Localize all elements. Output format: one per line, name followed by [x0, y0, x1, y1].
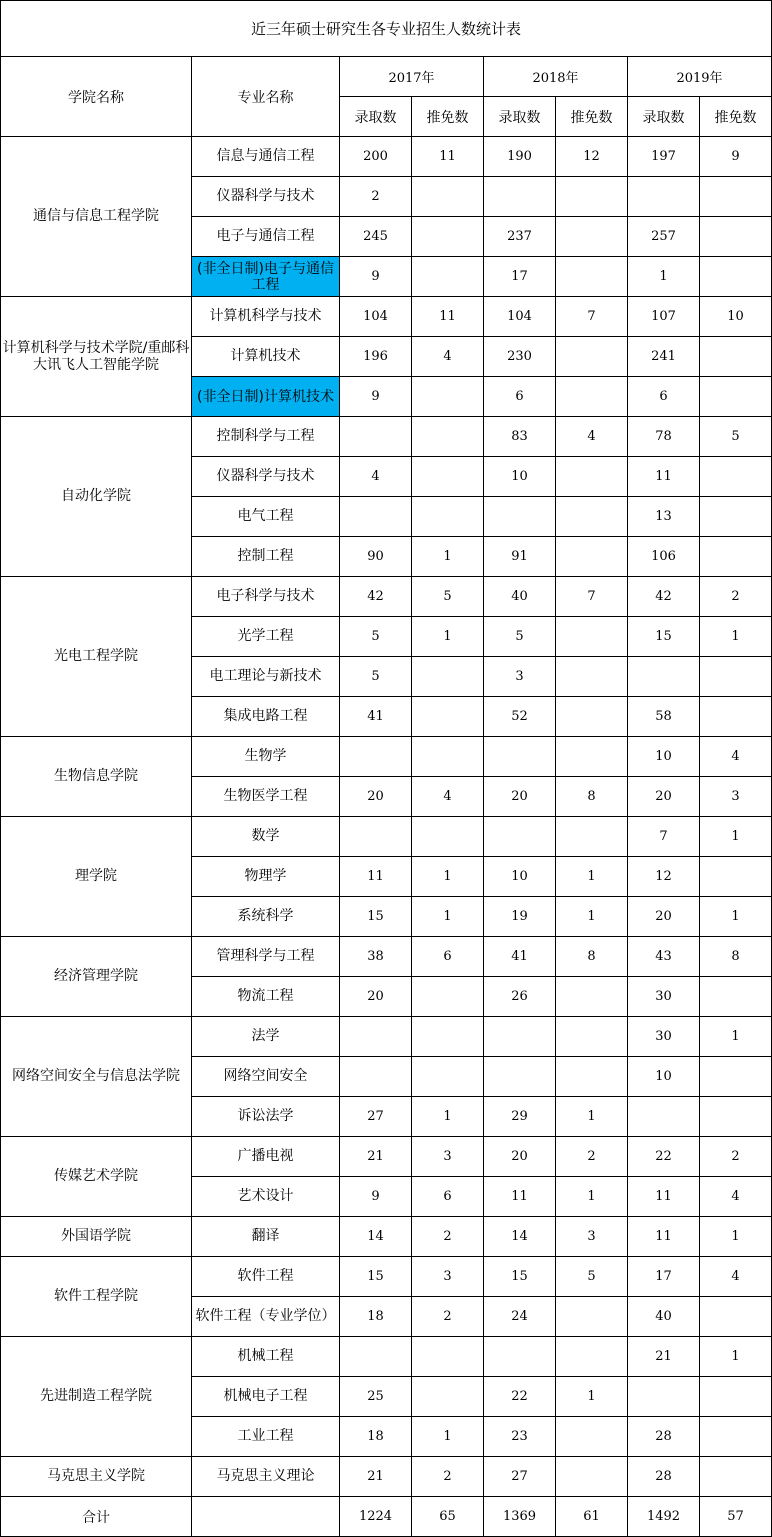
- admitted-value: 11: [484, 1177, 556, 1217]
- header-college: 学院名称: [1, 57, 192, 137]
- admitted-value: 30: [628, 1017, 700, 1057]
- exempt-value: [700, 177, 772, 217]
- admitted-value: 28: [628, 1417, 700, 1457]
- exempt-value: [700, 657, 772, 697]
- college-name: 网络空间安全与信息法学院: [1, 1017, 192, 1137]
- admitted-value: [340, 737, 412, 777]
- exempt-value: [412, 457, 484, 497]
- major-name: 机械电子工程: [192, 1377, 340, 1417]
- admitted-value: 90: [340, 537, 412, 577]
- table-row: [1, 817, 772, 857]
- exempt-value: [412, 497, 484, 537]
- admitted-value: 14: [484, 1217, 556, 1257]
- total-admitted: 1492: [628, 1497, 700, 1537]
- admitted-value: 19: [484, 897, 556, 937]
- admitted-value: 28: [628, 1457, 700, 1497]
- exempt-value: [412, 1337, 484, 1377]
- exempt-value: [412, 697, 484, 737]
- exempt-value: [556, 617, 628, 657]
- exempt-value: [556, 177, 628, 217]
- admitted-value: 6: [628, 377, 700, 417]
- major-name: 软件工程: [192, 1257, 340, 1297]
- admitted-value: 41: [340, 697, 412, 737]
- exempt-value: [700, 1297, 772, 1337]
- exempt-value: [556, 1017, 628, 1057]
- exempt-value: 8: [700, 937, 772, 977]
- admitted-value: 43: [628, 937, 700, 977]
- admitted-value: 30: [628, 977, 700, 1017]
- exempt-value: 4: [700, 1257, 772, 1297]
- exempt-value: [556, 1297, 628, 1337]
- exempt-value: 1: [700, 817, 772, 857]
- admitted-value: [340, 817, 412, 857]
- exempt-value: [700, 257, 772, 297]
- exempt-value: 8: [556, 777, 628, 817]
- admitted-value: 104: [340, 297, 412, 337]
- admitted-value: 21: [340, 1137, 412, 1177]
- exempt-value: 2: [412, 1217, 484, 1257]
- admitted-value: 1: [628, 257, 700, 297]
- major-name: 生物学: [192, 737, 340, 777]
- admitted-value: 15: [628, 617, 700, 657]
- admitted-value: 11: [628, 457, 700, 497]
- header-year-2017: 2017年: [340, 57, 484, 97]
- exempt-value: 1: [700, 617, 772, 657]
- admitted-value: 196: [340, 337, 412, 377]
- exempt-value: [700, 1417, 772, 1457]
- college-name: 光电工程学院: [1, 577, 192, 737]
- exempt-value: 1: [412, 537, 484, 577]
- exempt-value: [556, 1337, 628, 1377]
- major-name: 工业工程: [192, 1417, 340, 1457]
- exempt-value: [700, 697, 772, 737]
- admitted-value: 21: [628, 1337, 700, 1377]
- admitted-value: 27: [484, 1457, 556, 1497]
- major-name: 信息与通信工程: [192, 137, 340, 177]
- admitted-value: 4: [340, 457, 412, 497]
- major-name: 仪器科学与技术: [192, 177, 340, 217]
- table-row: [1, 137, 772, 177]
- total-admitted: 1224: [340, 1497, 412, 1537]
- admitted-value: 230: [484, 337, 556, 377]
- exempt-value: [412, 817, 484, 857]
- exempt-value: [556, 457, 628, 497]
- exempt-value: 2: [412, 1457, 484, 1497]
- admitted-value: 190: [484, 137, 556, 177]
- exempt-value: 6: [412, 1177, 484, 1217]
- admitted-value: [628, 657, 700, 697]
- admitted-value: 13: [628, 497, 700, 537]
- total-major: [192, 1497, 340, 1537]
- major-name: 翻译: [192, 1217, 340, 1257]
- admitted-value: 42: [628, 577, 700, 617]
- exempt-value: 2: [700, 577, 772, 617]
- admitted-value: 257: [628, 217, 700, 257]
- admitted-value: 5: [484, 617, 556, 657]
- exempt-value: 1: [700, 1337, 772, 1377]
- exempt-value: [412, 737, 484, 777]
- exempt-value: 6: [412, 937, 484, 977]
- exempt-value: 1: [700, 1017, 772, 1057]
- admitted-value: 18: [340, 1297, 412, 1337]
- total-admitted: 1369: [484, 1497, 556, 1537]
- exempt-value: 4: [700, 737, 772, 777]
- exempt-value: [700, 1457, 772, 1497]
- admitted-value: 107: [628, 297, 700, 337]
- exempt-value: 1: [412, 617, 484, 657]
- exempt-value: [412, 977, 484, 1017]
- admitted-value: 3: [484, 657, 556, 697]
- table-row: [1, 577, 772, 617]
- exempt-value: 1: [412, 1417, 484, 1457]
- exempt-value: [556, 497, 628, 537]
- admitted-value: [340, 497, 412, 537]
- exempt-value: 1: [412, 857, 484, 897]
- major-name: 诉讼法学: [192, 1097, 340, 1137]
- exempt-value: 1: [412, 1097, 484, 1137]
- major-name: 电气工程: [192, 497, 340, 537]
- major-name: 机械工程: [192, 1337, 340, 1377]
- major-name: 控制科学与工程: [192, 417, 340, 457]
- exempt-value: 1: [556, 1377, 628, 1417]
- admitted-value: 38: [340, 937, 412, 977]
- total-label: 合计: [1, 1497, 192, 1537]
- admitted-value: 9: [340, 257, 412, 297]
- major-name: 电子与通信工程: [192, 217, 340, 257]
- exempt-value: [700, 1097, 772, 1137]
- major-name: 艺术设计: [192, 1177, 340, 1217]
- major-name: (非全日制)电子与通信工程: [192, 257, 340, 297]
- exempt-value: [556, 977, 628, 1017]
- header-admitted: 录取数: [484, 97, 556, 137]
- admitted-value: 52: [484, 697, 556, 737]
- exempt-value: 5: [556, 1257, 628, 1297]
- admitted-value: 7: [628, 817, 700, 857]
- exempt-value: 4: [556, 417, 628, 457]
- exempt-value: [700, 1377, 772, 1417]
- exempt-value: [700, 977, 772, 1017]
- table-row: [1, 737, 772, 777]
- table-row: [1, 1137, 772, 1177]
- exempt-value: [700, 1057, 772, 1097]
- header-year-2018: 2018年: [484, 57, 628, 97]
- admitted-value: 20: [484, 777, 556, 817]
- admitted-value: 20: [628, 897, 700, 937]
- major-name: 物流工程: [192, 977, 340, 1017]
- admitted-value: 245: [340, 217, 412, 257]
- exempt-value: [412, 1057, 484, 1097]
- exempt-value: 1: [700, 897, 772, 937]
- major-name: 网络空间安全: [192, 1057, 340, 1097]
- table-row: [1, 1217, 772, 1257]
- college-name: 经济管理学院: [1, 937, 192, 1017]
- college-name: 软件工程学院: [1, 1257, 192, 1337]
- table-row: [1, 297, 772, 337]
- admitted-value: 15: [484, 1257, 556, 1297]
- exempt-value: [700, 217, 772, 257]
- exempt-value: [700, 457, 772, 497]
- major-name: 控制工程: [192, 537, 340, 577]
- exempt-value: 7: [556, 297, 628, 337]
- college-name: 生物信息学院: [1, 737, 192, 817]
- exempt-value: [556, 657, 628, 697]
- major-name: 数学: [192, 817, 340, 857]
- admitted-value: 40: [484, 577, 556, 617]
- admitted-value: 27: [340, 1097, 412, 1137]
- admitted-value: 20: [484, 1137, 556, 1177]
- admitted-value: 237: [484, 217, 556, 257]
- admitted-value: 58: [628, 697, 700, 737]
- major-name: 电子科学与技术: [192, 577, 340, 617]
- exempt-value: [556, 217, 628, 257]
- exempt-value: 8: [556, 937, 628, 977]
- major-name: 广播电视: [192, 1137, 340, 1177]
- table-row: [1, 937, 772, 977]
- admitted-value: [628, 177, 700, 217]
- exempt-value: 4: [412, 337, 484, 377]
- major-name: (非全日制)计算机技术: [192, 377, 340, 417]
- exempt-value: 4: [412, 777, 484, 817]
- major-name: 计算机科学与技术: [192, 297, 340, 337]
- exempt-value: [556, 817, 628, 857]
- exempt-value: [412, 377, 484, 417]
- admitted-value: 11: [340, 857, 412, 897]
- admitted-value: 91: [484, 537, 556, 577]
- exempt-value: 3: [700, 777, 772, 817]
- admitted-value: 25: [340, 1377, 412, 1417]
- major-name: 系统科学: [192, 897, 340, 937]
- table-row: [1, 1457, 772, 1497]
- admitted-value: 9: [340, 377, 412, 417]
- admitted-value: 40: [628, 1297, 700, 1337]
- admitted-value: 106: [628, 537, 700, 577]
- admitted-value: 9: [340, 1177, 412, 1217]
- admitted-value: [484, 817, 556, 857]
- admitted-value: 42: [340, 577, 412, 617]
- exempt-value: [700, 497, 772, 537]
- header-admitted: 录取数: [628, 97, 700, 137]
- admitted-value: [484, 1057, 556, 1097]
- major-name: 管理科学与工程: [192, 937, 340, 977]
- admitted-value: 10: [628, 1057, 700, 1097]
- admitted-value: 41: [484, 937, 556, 977]
- major-name: 物理学: [192, 857, 340, 897]
- exempt-value: [556, 1417, 628, 1457]
- exempt-value: 1: [556, 1177, 628, 1217]
- admitted-value: [628, 1377, 700, 1417]
- admitted-value: 18: [340, 1417, 412, 1457]
- admitted-value: 22: [628, 1137, 700, 1177]
- exempt-value: 9: [700, 137, 772, 177]
- table-row: [1, 1337, 772, 1377]
- admitted-value: 14: [340, 1217, 412, 1257]
- admitted-value: [484, 177, 556, 217]
- exempt-value: [412, 257, 484, 297]
- admitted-value: 6: [484, 377, 556, 417]
- admitted-value: 15: [340, 897, 412, 937]
- admitted-value: 15: [340, 1257, 412, 1297]
- exempt-value: 12: [556, 137, 628, 177]
- admitted-value: 11: [628, 1217, 700, 1257]
- exempt-value: [556, 537, 628, 577]
- admitted-value: 200: [340, 137, 412, 177]
- college-name: 马克思主义学院: [1, 1457, 192, 1497]
- header-major: 专业名称: [192, 57, 340, 137]
- admitted-value: 10: [484, 457, 556, 497]
- admitted-value: [340, 1017, 412, 1057]
- exempt-value: 1: [556, 897, 628, 937]
- exempt-value: [556, 377, 628, 417]
- major-name: 仪器科学与技术: [192, 457, 340, 497]
- admitted-value: 2: [340, 177, 412, 217]
- exempt-value: 5: [412, 577, 484, 617]
- college-name: 自动化学院: [1, 417, 192, 577]
- major-name: 集成电路工程: [192, 697, 340, 737]
- table-row: [1, 1017, 772, 1057]
- admitted-value: 83: [484, 417, 556, 457]
- header-year-2019: 2019年: [628, 57, 772, 97]
- admitted-value: [628, 1097, 700, 1137]
- exempt-value: 4: [700, 1177, 772, 1217]
- exempt-value: 1: [556, 1097, 628, 1137]
- admitted-value: [484, 497, 556, 537]
- admitted-value: 17: [484, 257, 556, 297]
- admitted-value: 20: [340, 777, 412, 817]
- admitted-value: [340, 1057, 412, 1097]
- major-name: 马克思主义理论: [192, 1457, 340, 1497]
- table-title: 近三年硕士研究生各专业招生人数统计表: [1, 1, 772, 57]
- admitted-value: 10: [628, 737, 700, 777]
- table-row: [1, 417, 772, 457]
- admitted-value: 23: [484, 1417, 556, 1457]
- admitted-value: 5: [340, 657, 412, 697]
- admitted-value: 21: [340, 1457, 412, 1497]
- major-name: 计算机技术: [192, 337, 340, 377]
- total-exempt: 65: [412, 1497, 484, 1537]
- college-name: 计算机科学与技术学院/重邮科大讯飞人工智能学院: [1, 297, 192, 417]
- exempt-value: [556, 697, 628, 737]
- admitted-value: [340, 417, 412, 457]
- admitted-value: [484, 737, 556, 777]
- exempt-value: [700, 857, 772, 897]
- exempt-value: 5: [700, 417, 772, 457]
- exempt-value: 11: [412, 137, 484, 177]
- admitted-value: 10: [484, 857, 556, 897]
- exempt-value: 10: [700, 297, 772, 337]
- admitted-value: 20: [628, 777, 700, 817]
- admitted-value: 5: [340, 617, 412, 657]
- header-exempt: 推免数: [700, 97, 772, 137]
- admitted-value: 17: [628, 1257, 700, 1297]
- admitted-value: 241: [628, 337, 700, 377]
- admitted-value: [484, 1017, 556, 1057]
- college-name: 理学院: [1, 817, 192, 937]
- major-name: 软件工程（专业学位）: [192, 1297, 340, 1337]
- admitted-value: 11: [628, 1177, 700, 1217]
- major-name: 电工理论与新技术: [192, 657, 340, 697]
- exempt-value: 1: [700, 1217, 772, 1257]
- admitted-value: 29: [484, 1097, 556, 1137]
- total-exempt: 57: [700, 1497, 772, 1537]
- exempt-value: 7: [556, 577, 628, 617]
- major-name: 法学: [192, 1017, 340, 1057]
- header-admitted: 录取数: [340, 97, 412, 137]
- exempt-value: [556, 337, 628, 377]
- exempt-value: [412, 217, 484, 257]
- exempt-value: [412, 417, 484, 457]
- college-name: 通信与信息工程学院: [1, 137, 192, 297]
- exempt-value: 3: [556, 1217, 628, 1257]
- admitted-value: [340, 1337, 412, 1377]
- exempt-value: 2: [700, 1137, 772, 1177]
- table-row: [1, 1257, 772, 1297]
- admitted-value: 20: [340, 977, 412, 1017]
- exempt-value: [556, 737, 628, 777]
- exempt-value: 1: [556, 857, 628, 897]
- exempt-value: [556, 1057, 628, 1097]
- exempt-value: 3: [412, 1137, 484, 1177]
- exempt-value: [412, 1377, 484, 1417]
- admitted-value: [484, 1337, 556, 1377]
- major-name: 生物医学工程: [192, 777, 340, 817]
- header-exempt: 推免数: [556, 97, 628, 137]
- admitted-value: 78: [628, 417, 700, 457]
- admitted-value: 12: [628, 857, 700, 897]
- exempt-value: [556, 257, 628, 297]
- exempt-value: [412, 1017, 484, 1057]
- exempt-value: 1: [412, 897, 484, 937]
- college-name: 传媒艺术学院: [1, 1137, 192, 1217]
- admitted-value: 197: [628, 137, 700, 177]
- exempt-value: 2: [556, 1137, 628, 1177]
- exempt-value: 2: [412, 1297, 484, 1337]
- exempt-value: 11: [412, 297, 484, 337]
- exempt-value: [700, 377, 772, 417]
- exempt-value: 3: [412, 1257, 484, 1297]
- total-row: [1, 1497, 772, 1537]
- admitted-value: 26: [484, 977, 556, 1017]
- exempt-value: [412, 657, 484, 697]
- exempt-value: [700, 337, 772, 377]
- exempt-value: [700, 537, 772, 577]
- admitted-value: 24: [484, 1297, 556, 1337]
- admitted-value: 104: [484, 297, 556, 337]
- major-name: 光学工程: [192, 617, 340, 657]
- admitted-value: 22: [484, 1377, 556, 1417]
- total-exempt: 61: [556, 1497, 628, 1537]
- exempt-value: [412, 177, 484, 217]
- college-name: 先进制造工程学院: [1, 1337, 192, 1457]
- college-name: 外国语学院: [1, 1217, 192, 1257]
- header-exempt: 推免数: [412, 97, 484, 137]
- exempt-value: [556, 1457, 628, 1497]
